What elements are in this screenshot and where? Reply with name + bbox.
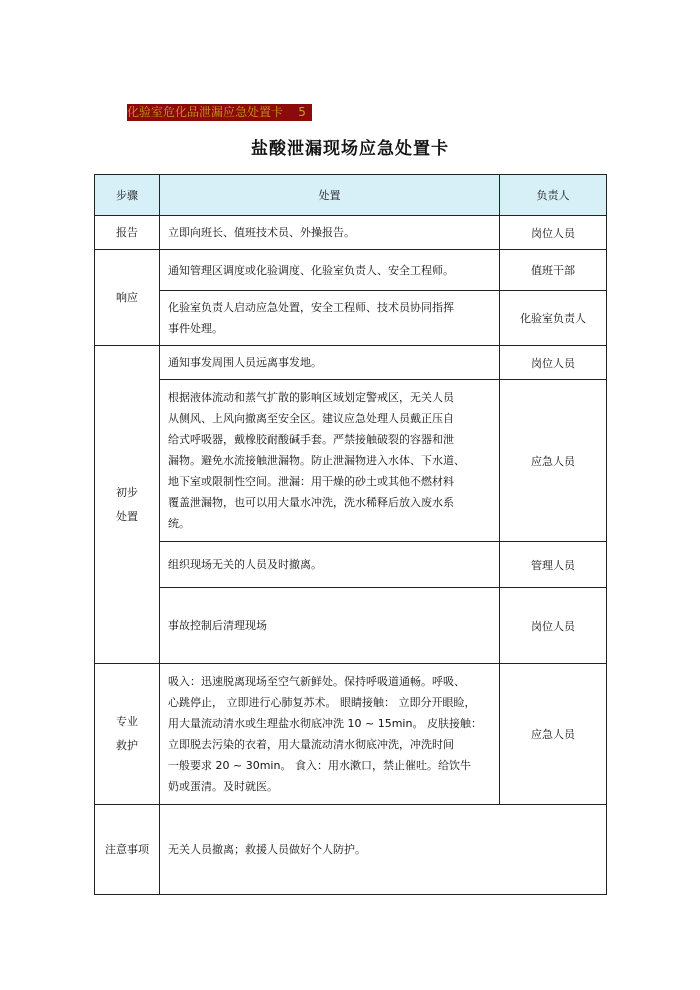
column-header-step: 步骤 <box>95 175 160 216</box>
action-cell: 立即向班长、值班技术员、外操报告。 <box>160 216 500 250</box>
table-row <box>95 664 607 805</box>
column-header-action: 处置 <box>160 175 500 216</box>
action-cell: 根据液体流动和蒸气扩散的影响区域划定警戒区，无关人员 从侧风、上风向撤离至安全区。建议应急处理人员戴正压自 给式呼吸器，戴橡胶耐酸碱手套。严禁接触破裂的容器和泄 漏物。避免水流接触泄漏物。防止泄漏物进入水体、下水道、 地下室或限制性空间。泄漏：用干燥的砂土或其他不燃材料 覆盖泄漏物，也可以用大量水冲洗，洗水稀释后放入废水系 统。 <box>160 380 500 542</box>
step-cell-initial: 初步 处置 <box>95 346 160 664</box>
owner-cell: 应急人员 <box>500 664 607 805</box>
emergency-procedure-table <box>94 174 607 895</box>
action-cell: 吸入：迅速脱离现场至空气新鲜处。保持呼吸道通畅。呼吸、 心跳停止， 立即进行心肺复苏术。 眼睛接触： 立即分开眼睑， 用大量流动清水或生理盐水彻底冲洗 10 ~ 15min。 皮肤接触： 立即脱去污染的衣着，用大量流动清水彻底冲洗，冲洗时间 一般要求 20 ~ 30min。 食入：用水漱口，禁止催吐。给饮牛 奶或蛋清。及时就医。 <box>160 664 500 805</box>
owner-cell: 岗位人员 <box>500 216 607 250</box>
table-row <box>95 380 607 542</box>
action-cell: 通知管理区调度或化验调度、化验室负责人、安全工程师。 <box>160 250 500 291</box>
table-row <box>95 805 607 895</box>
owner-cell: 管理人员 <box>500 542 607 588</box>
table-header-row <box>95 175 607 216</box>
step-cell-rescue: 专业 救护 <box>95 664 160 805</box>
table-row <box>95 291 607 346</box>
owner-cell: 值班干部 <box>500 250 607 291</box>
action-cell: 组织现场无关的人员及时撤离。 <box>160 542 500 588</box>
owner-cell: 应急人员 <box>500 380 607 542</box>
notes-cell: 无关人员撤离；救援人员做好个人防护。 <box>160 805 607 895</box>
owner-cell: 岗位人员 <box>500 346 607 380</box>
step-cell-notes: 注意事项 <box>95 805 160 895</box>
action-cell: 化验室负责人启动应急处置，安全工程师、技术员协同指挥 事件处理。 <box>160 291 500 346</box>
table-row <box>95 346 607 380</box>
action-cell: 通知事发周围人员远离事发地。 <box>160 346 500 380</box>
step-cell-respond: 响应 <box>95 250 160 346</box>
page-title: 盐酸泄漏现场应急处置卡 <box>251 139 449 159</box>
column-header-owner: 负责人 <box>500 175 607 216</box>
table-row <box>95 588 607 664</box>
owner-cell: 岗位人员 <box>500 588 607 664</box>
owner-cell: 化验室负责人 <box>500 291 607 346</box>
table-row <box>95 542 607 588</box>
action-cell: 事故控制后清理现场 <box>160 588 500 664</box>
step-cell-report: 报告 <box>95 216 160 250</box>
table-row <box>95 250 607 291</box>
table-row <box>95 216 607 250</box>
document-header-tag: 化验室危化品泄漏应急处置卡 5 <box>127 104 312 121</box>
